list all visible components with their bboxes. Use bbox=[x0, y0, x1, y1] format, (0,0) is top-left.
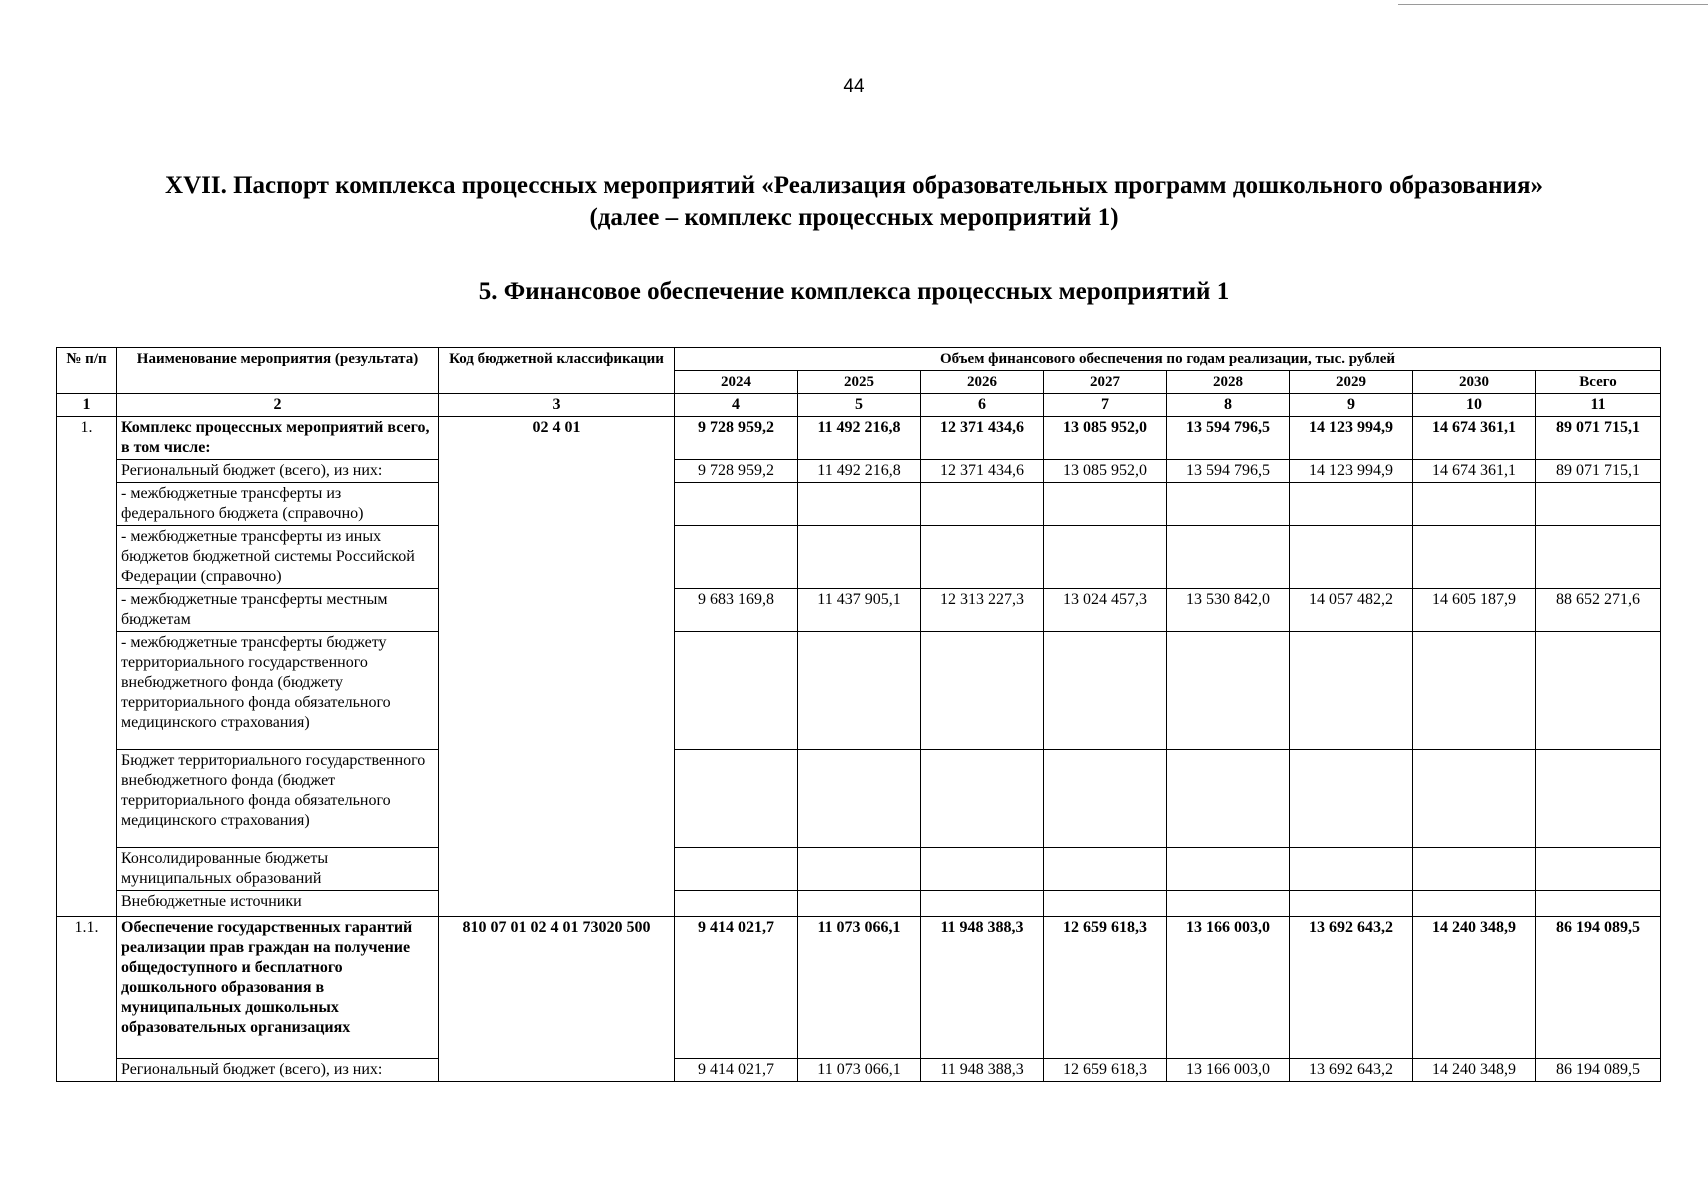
year-value: 13 085 952,0 bbox=[1044, 417, 1167, 460]
table-row bbox=[57, 483, 1661, 526]
index-cell: 5 bbox=[798, 394, 921, 417]
year-value bbox=[1167, 891, 1290, 917]
top-rule bbox=[1398, 4, 1708, 5]
year-value: 12 371 434,6 bbox=[921, 460, 1044, 483]
year-value: 12 659 618,3 bbox=[1044, 917, 1167, 1059]
year-value bbox=[675, 891, 798, 917]
year-value: 14 674 361,1 bbox=[1413, 417, 1536, 460]
year-value: 12 659 618,3 bbox=[1044, 1059, 1167, 1082]
total-value bbox=[1536, 483, 1661, 526]
year-value: 13 594 796,5 bbox=[1167, 460, 1290, 483]
header-total: Всего bbox=[1536, 371, 1661, 394]
year-value bbox=[675, 526, 798, 589]
year-value bbox=[1044, 750, 1167, 848]
document-title bbox=[0, 170, 1708, 234]
table-row bbox=[57, 917, 1661, 1059]
total-value bbox=[1536, 848, 1661, 891]
year-value bbox=[1290, 750, 1413, 848]
year-value: 12 371 434,6 bbox=[921, 417, 1044, 460]
year-value: 13 024 457,3 bbox=[1044, 589, 1167, 632]
header-row-1 bbox=[57, 348, 1661, 371]
year-value bbox=[675, 750, 798, 848]
year-value: 14 123 994,9 bbox=[1290, 417, 1413, 460]
header-year: 2030 bbox=[1413, 371, 1536, 394]
year-value bbox=[1413, 632, 1536, 750]
year-value: 13 692 643,2 bbox=[1290, 917, 1413, 1059]
index-cell: 7 bbox=[1044, 394, 1167, 417]
year-value: 14 605 187,9 bbox=[1413, 589, 1536, 632]
event-name: Внебюджетные источники bbox=[117, 891, 439, 917]
title-line-2: (далее – комплекс процессных мероприятий 1) bbox=[589, 204, 1119, 231]
year-value bbox=[1290, 848, 1413, 891]
year-value bbox=[1413, 891, 1536, 917]
header-year: 2026 bbox=[921, 371, 1044, 394]
year-value: 9 728 959,2 bbox=[675, 417, 798, 460]
event-name: Консолидированные бюджеты муниципальных образований bbox=[117, 848, 439, 891]
title-line-1: XVII. Паспорт комплекса процессных мероприятий «Реализация образовательных программ дошкольного образования» bbox=[165, 172, 1543, 199]
year-value bbox=[1290, 891, 1413, 917]
year-value bbox=[1413, 750, 1536, 848]
year-value bbox=[1167, 483, 1290, 526]
year-value: 11 492 216,8 bbox=[798, 417, 921, 460]
year-value bbox=[798, 750, 921, 848]
header-year: 2024 bbox=[675, 371, 798, 394]
year-value: 14 123 994,9 bbox=[1290, 460, 1413, 483]
total-value bbox=[1536, 632, 1661, 750]
year-value bbox=[1413, 848, 1536, 891]
event-name: - межбюджетные трансферты бюджету территориального государственного внебюджетного фонда (бюджету территориального фонда обязательного медицинского страхования) bbox=[117, 632, 439, 750]
year-value: 11 948 388,3 bbox=[921, 917, 1044, 1059]
index-cell: 3 bbox=[439, 394, 675, 417]
index-cell: 1 bbox=[57, 394, 117, 417]
row-number: 1. bbox=[57, 417, 117, 917]
header-year: 2029 bbox=[1290, 371, 1413, 394]
header-code: Код бюджетной классификации bbox=[439, 348, 675, 394]
year-value: 11 073 066,1 bbox=[798, 917, 921, 1059]
year-value bbox=[1167, 632, 1290, 750]
year-value: 11 492 216,8 bbox=[798, 460, 921, 483]
index-cell: 4 bbox=[675, 394, 798, 417]
index-row bbox=[57, 394, 1661, 417]
event-name: - межбюджетные трансферты местным бюджетам bbox=[117, 589, 439, 632]
year-value bbox=[798, 526, 921, 589]
total-value: 89 071 715,1 bbox=[1536, 417, 1661, 460]
total-value: 89 071 715,1 bbox=[1536, 460, 1661, 483]
index-cell: 10 bbox=[1413, 394, 1536, 417]
year-value: 13 692 643,2 bbox=[1290, 1059, 1413, 1082]
year-value bbox=[1044, 632, 1167, 750]
year-value bbox=[1044, 891, 1167, 917]
year-value: 14 240 348,9 bbox=[1413, 917, 1536, 1059]
table-row bbox=[57, 1059, 1661, 1082]
header-year: 2028 bbox=[1167, 371, 1290, 394]
table-row bbox=[57, 891, 1661, 917]
total-value bbox=[1536, 891, 1661, 917]
year-value bbox=[921, 483, 1044, 526]
event-name: Региональный бюджет (всего), из них: bbox=[117, 1059, 439, 1082]
year-value bbox=[798, 483, 921, 526]
event-name: Региональный бюджет (всего), из них: bbox=[117, 460, 439, 483]
year-value bbox=[1167, 526, 1290, 589]
year-value bbox=[921, 891, 1044, 917]
index-cell: 11 bbox=[1536, 394, 1661, 417]
total-value: 86 194 089,5 bbox=[1536, 917, 1661, 1059]
year-value bbox=[921, 848, 1044, 891]
budget-code: 810 07 01 02 4 01 73020 500 bbox=[439, 917, 675, 1082]
header-num: № п/п bbox=[57, 348, 117, 394]
year-value: 13 530 842,0 bbox=[1167, 589, 1290, 632]
year-value: 11 437 905,1 bbox=[798, 589, 921, 632]
year-value bbox=[1044, 848, 1167, 891]
year-value: 9 414 021,7 bbox=[675, 917, 798, 1059]
table-row bbox=[57, 526, 1661, 589]
table-row bbox=[57, 848, 1661, 891]
header-year: 2027 bbox=[1044, 371, 1167, 394]
year-value bbox=[921, 632, 1044, 750]
year-value: 12 313 227,3 bbox=[921, 589, 1044, 632]
year-value: 13 166 003,0 bbox=[1167, 917, 1290, 1059]
year-value: 13 085 952,0 bbox=[1044, 460, 1167, 483]
total-value: 88 652 271,6 bbox=[1536, 589, 1661, 632]
header-name: Наименование мероприятия (результата) bbox=[117, 348, 439, 394]
year-value bbox=[1167, 848, 1290, 891]
section-title: 5. Финансовое обеспечение комплекса процессных мероприятий 1 bbox=[478, 278, 1230, 305]
year-value bbox=[675, 632, 798, 750]
total-value bbox=[1536, 750, 1661, 848]
year-value: 13 594 796,5 bbox=[1167, 417, 1290, 460]
year-value bbox=[1290, 526, 1413, 589]
index-cell: 6 bbox=[921, 394, 1044, 417]
year-value bbox=[1413, 526, 1536, 589]
year-value bbox=[921, 750, 1044, 848]
year-value: 9 728 959,2 bbox=[675, 460, 798, 483]
year-value: 9 414 021,7 bbox=[675, 1059, 798, 1082]
event-name: Бюджет территориального государственного внебюджетного фонда (бюджет территориального фонда обязательного медицинского страхования) bbox=[117, 750, 439, 848]
page-number: 44 bbox=[843, 76, 865, 97]
budget-code: 02 4 01 bbox=[439, 417, 675, 917]
year-value: 14 057 482,2 bbox=[1290, 589, 1413, 632]
year-value: 14 240 348,9 bbox=[1413, 1059, 1536, 1082]
year-value bbox=[1044, 526, 1167, 589]
header-year: 2025 bbox=[798, 371, 921, 394]
year-value bbox=[675, 483, 798, 526]
year-value bbox=[1290, 483, 1413, 526]
year-value: 9 683 169,8 bbox=[675, 589, 798, 632]
index-cell: 9 bbox=[1290, 394, 1413, 417]
table-row bbox=[57, 460, 1661, 483]
total-value: 86 194 089,5 bbox=[1536, 1059, 1661, 1082]
table-row bbox=[57, 632, 1661, 750]
year-value bbox=[798, 891, 921, 917]
table-row bbox=[57, 417, 1661, 460]
total-value bbox=[1536, 526, 1661, 589]
year-value bbox=[1167, 750, 1290, 848]
year-value bbox=[798, 848, 921, 891]
year-value bbox=[675, 848, 798, 891]
row-number: 1.1. bbox=[57, 917, 117, 1082]
index-cell: 8 bbox=[1167, 394, 1290, 417]
year-value: 11 073 066,1 bbox=[798, 1059, 921, 1082]
year-value bbox=[798, 632, 921, 750]
year-value: 13 166 003,0 bbox=[1167, 1059, 1290, 1082]
table-row bbox=[57, 750, 1661, 848]
year-value: 11 948 388,3 bbox=[921, 1059, 1044, 1082]
event-name: - межбюджетные трансферты из федерального бюджета (справочно) bbox=[117, 483, 439, 526]
event-name: Комплекс процессных мероприятий всего, в том числе: bbox=[117, 417, 439, 460]
year-value: 14 674 361,1 bbox=[1413, 460, 1536, 483]
year-value bbox=[1413, 483, 1536, 526]
financing-table bbox=[56, 347, 1661, 1082]
year-value bbox=[1290, 632, 1413, 750]
table-row bbox=[57, 589, 1661, 632]
year-value bbox=[921, 526, 1044, 589]
event-name: Обеспечение государственных гарантий реализации прав граждан на получение общедоступного и бесплатного дошкольного образования в муниципальных дошкольных образовательных организациях bbox=[117, 917, 439, 1059]
year-value bbox=[1044, 483, 1167, 526]
index-cell: 2 bbox=[117, 394, 439, 417]
header-volume: Объем финансового обеспечения по годам реализации, тыс. рублей bbox=[675, 348, 1661, 371]
event-name: - межбюджетные трансферты из иных бюджетов бюджетной системы Российской Федерации (справочно) bbox=[117, 526, 439, 589]
